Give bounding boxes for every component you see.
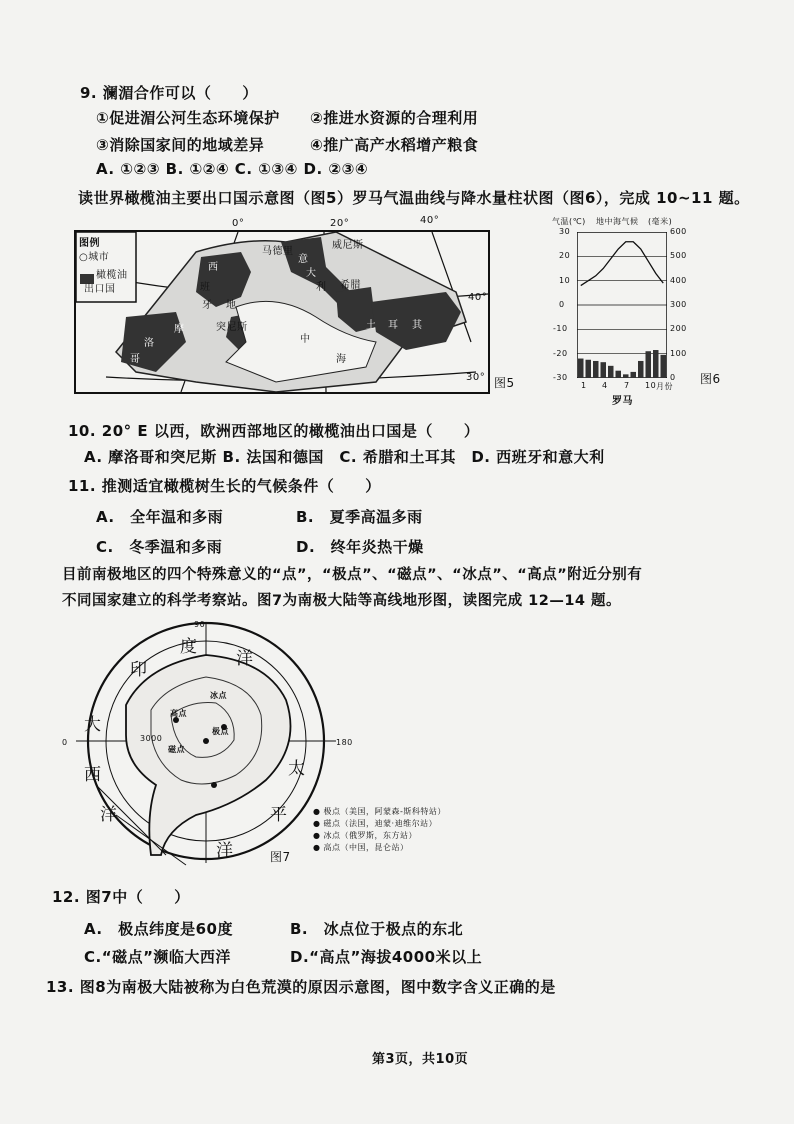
- fig5-legend-title: 图例: [79, 238, 100, 249]
- fig7-legend-4: ● 高点（中国，昆仑站）: [313, 843, 409, 852]
- fig5-label-greece: 希腊: [340, 280, 361, 291]
- q12-option-c: C.“磁点”濒临大西洋: [84, 948, 231, 966]
- fig6-left-tick: 10: [559, 275, 571, 285]
- intro-fig5-fig6: 读世界橄榄油主要出口国示意图（图5）罗马气温曲线与降水量柱状图（图6），完成 10~11 题。: [78, 189, 750, 207]
- fig5-label-tu: 土: [366, 320, 377, 331]
- fig5-legend-export-1: 橄榄油: [96, 270, 128, 281]
- fig7-da: 大: [84, 715, 102, 735]
- fig6-right-tick: 300: [670, 300, 687, 309]
- fig5-label-mo: 摩: [174, 324, 185, 335]
- precip-bar: [608, 366, 614, 378]
- fig6-right-tick: 600: [670, 227, 687, 236]
- precip-bar: [661, 355, 667, 378]
- magnetic-point-dot: [211, 782, 217, 788]
- fig5-lat-30: 30°: [466, 372, 486, 383]
- q9-item-2: ②推进水资源的合理利用: [310, 109, 479, 127]
- fig5-label-zhong: 中: [300, 334, 311, 345]
- fig5-label-er: 耳: [388, 320, 399, 331]
- fig6-x-10: 10: [645, 381, 657, 390]
- q9-item-1: ①促进湄公河生态环境保护: [96, 109, 280, 127]
- fig5-label-ge: 哥: [130, 354, 141, 365]
- fig5-label-da: 大: [306, 268, 317, 279]
- fig7-caption: 图7: [270, 850, 291, 864]
- q12-option-b: B. 冰点位于极点的东北: [290, 920, 464, 938]
- q11-option-c: C. 冬季温和多雨: [96, 538, 223, 556]
- precip-bar: [578, 359, 584, 378]
- fig6-x-month: 月份: [656, 382, 673, 391]
- q12-stem: 12. 图7中（ ）: [52, 888, 190, 906]
- fig7-jidian: 极点: [212, 727, 229, 736]
- fig7-top-deg: 90: [194, 620, 206, 629]
- fig7-du: 度: [180, 637, 198, 657]
- fig5-legend-city: ○城市: [79, 252, 110, 263]
- fig6-right-tick: 100: [670, 348, 687, 358]
- q12-option-a: A. 极点纬度是60度: [84, 920, 233, 938]
- fig7-xi: 西: [84, 765, 102, 785]
- fig7-bingdian: 冰点: [210, 691, 227, 700]
- fig6-left-tick: 20: [559, 251, 571, 261]
- fig5-caption: 图5: [494, 376, 515, 390]
- precip-bar: [623, 374, 629, 378]
- page-footer: 第3页，共10页: [372, 1052, 469, 1067]
- fig5-lat-40: 40°: [468, 292, 488, 303]
- fig7-xi-yang: 洋: [100, 805, 118, 825]
- q11-option-b: B. 夏季高温多雨: [296, 508, 423, 526]
- precip-bar: [601, 362, 607, 378]
- q12-option-d: D.“高点”海拔4000米以上: [290, 948, 483, 966]
- fig7-right-deg: 180: [336, 738, 353, 747]
- fig6-left-tick: -20: [553, 348, 568, 358]
- fig6-left-tick: -10: [553, 324, 568, 334]
- fig6-city: 罗马: [612, 396, 633, 407]
- q9-stem: 9. 澜湄合作可以（ ）: [80, 84, 258, 102]
- fig5-label-ya: 牙: [202, 300, 213, 311]
- q10-options: A. 摩洛哥和突尼斯 B. 法国和德国 C. 希腊和土耳其 D. 西班牙和意大利: [84, 448, 605, 466]
- fig7-legend-1: ● 极点（美国，阿蒙森-斯科特站）: [313, 807, 446, 816]
- fig7-yang: 洋: [236, 649, 254, 669]
- fig5-label-xi: 西: [208, 262, 219, 273]
- fig7-cidian: 磁点: [168, 745, 185, 754]
- fig6-x-7: 7: [624, 381, 630, 390]
- fig6-chart: [577, 232, 667, 378]
- fig5-label-ban: 班: [200, 282, 211, 293]
- fig7-tai: 太: [288, 759, 306, 779]
- precip-bar: [616, 371, 622, 378]
- fig7-contour: 3000: [140, 734, 163, 743]
- fig6-right-tick: 500: [670, 251, 687, 261]
- q9-options: A. ①②③ B. ①②④ C. ①③④ D. ②③④: [96, 160, 369, 178]
- pole-dot: [203, 738, 209, 744]
- antarctica-coast: [126, 655, 291, 855]
- fig5-label-qi: 其: [412, 320, 423, 331]
- fig7-gaodian: 高点: [170, 709, 187, 718]
- fig6-x-1: 1: [581, 381, 587, 390]
- precip-bar: [593, 361, 599, 378]
- fig5-lon-20: 20°: [330, 218, 350, 229]
- fig6-caption: 图6: [700, 372, 721, 386]
- q13-stem: 13. 图8为南极大陆被称为白色荒漠的原因示意图，图中数字含义正确的是: [46, 978, 556, 996]
- fig6-right-tick: 200: [670, 324, 687, 334]
- intro-fig7-line-2: 不同国家建立的科学考察站。图7为南极大陆等高线地形图，读图完成 12—14 题。: [62, 593, 622, 609]
- fig5-label-yi: 意: [298, 254, 309, 265]
- fig6-left-tick: 0: [559, 300, 565, 309]
- q11-stem: 11. 推测适宜橄榄树生长的气候条件（ ）: [68, 477, 381, 495]
- fig5-label-tunis: 突尼斯: [216, 322, 248, 333]
- fig6-mid-title: 地中海气候: [596, 217, 639, 226]
- precip-bar: [638, 361, 644, 378]
- fig6-left-tick: -30: [553, 373, 568, 382]
- q9-item-4: ④推广高产水稻增产粮食: [310, 136, 479, 154]
- fig6-rain-title: (毫米): [648, 217, 673, 226]
- fig5-lon-40: 40°: [420, 215, 440, 226]
- fig7-legend-3: ● 冰点（俄罗斯，东方站）: [313, 831, 418, 840]
- fig7-legend-2: ● 磁点（法国，迪蒙·迪维尔站）: [313, 819, 438, 828]
- q11-option-a: A. 全年温和多雨: [96, 508, 224, 526]
- precip-bar: [586, 360, 592, 378]
- fig6-right-tick: 0: [670, 373, 676, 382]
- q10-stem: 10. 20° E 以西，欧洲西部地区的橄榄油出口国是（ ）: [68, 422, 480, 440]
- q11-option-d: D. 终年炎热干燥: [296, 538, 424, 556]
- fig6-x-4: 4: [602, 381, 608, 390]
- precip-bar: [653, 350, 659, 378]
- q9-item-3: ③消除国家间的地域差异: [96, 136, 265, 154]
- fig7-map: [56, 615, 356, 873]
- fig5-label-li: 利: [316, 282, 327, 293]
- fig5-label-hai: 海: [336, 354, 347, 365]
- fig6-temp-title: 气温(℃): [552, 217, 586, 226]
- fig6-left-tick: 30: [559, 227, 571, 236]
- fig5-lon-0: 0°: [232, 218, 245, 229]
- temperature-line: [581, 242, 664, 286]
- fig7-ping: 平: [270, 805, 288, 825]
- precip-bar: [646, 351, 652, 378]
- fig5-city-venice: 威尼斯: [332, 240, 364, 251]
- fig7-left-deg: 0: [62, 738, 68, 747]
- fig5-legend-export-2: 出口国: [84, 284, 116, 295]
- fig5-city-madrid: 马德里: [262, 246, 294, 257]
- fig7-ping-yang: 洋: [216, 841, 234, 861]
- fig5-label-di: 地: [226, 300, 237, 311]
- fig5-label-luo: 洛: [144, 338, 155, 349]
- precip-bar: [631, 372, 637, 378]
- intro-fig7-line-1: 目前南极地区的四个特殊意义的“点”，“极点”、“磁点”、“冰点”、“高点”附近分别有: [62, 567, 643, 583]
- fig7-yin: 印: [130, 660, 148, 680]
- fig6-right-tick: 400: [670, 275, 687, 285]
